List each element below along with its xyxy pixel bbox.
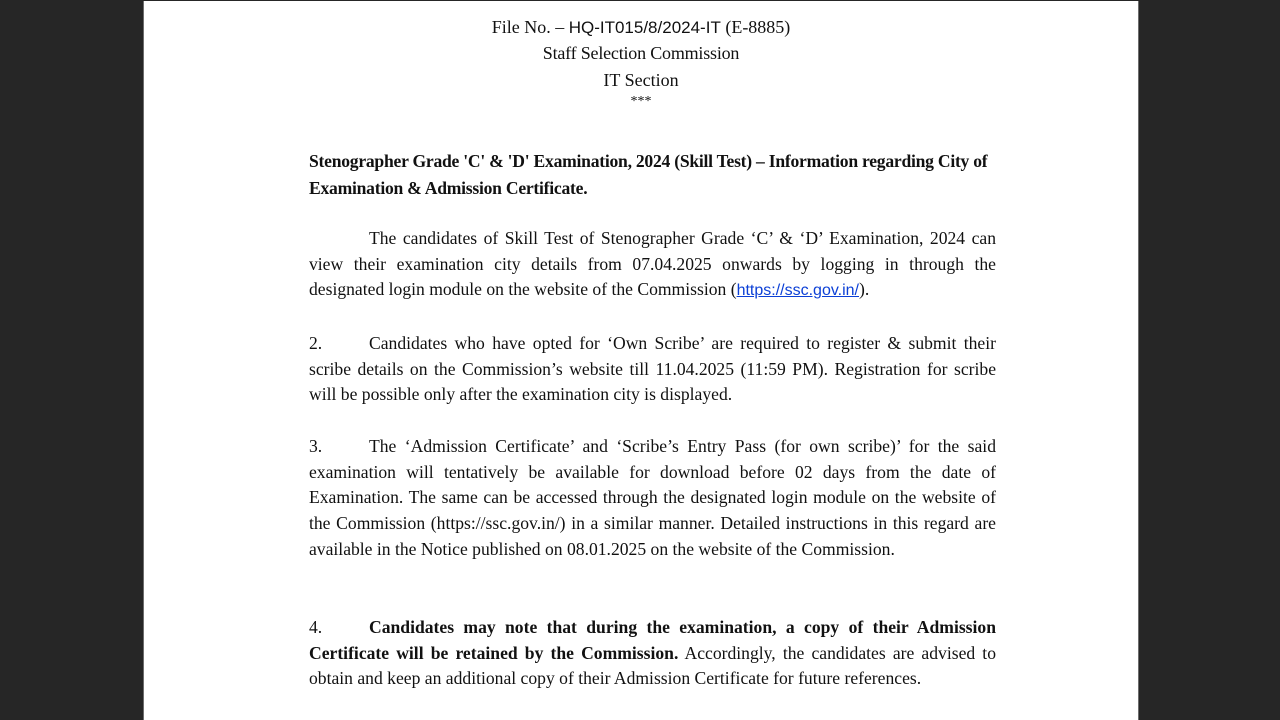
file-number-prefix: File No. – [491,17,569,37]
paragraph-2-number: 2. [309,333,323,353]
paragraph-1-text: The candidates of Skill Test of Stenographer Grade ‘C’ & ‘D’ Examination, 2024 can view their examination city details from 07.04.2025 onwards by logging in through the designated login module on the website of the Commission ( [309,228,996,300]
paragraph-4 [309,615,996,692]
paragraph-3-number: 3. [309,436,323,456]
paragraph-4-text: Accordingly, the candidates are advised to obtain and keep an additional copy of their Admission Certificate for future references. [309,642,996,689]
paragraph-2 [309,331,996,408]
document-page [144,1,1138,720]
separator: *** [630,94,652,109]
section-name: IT Section [603,70,679,90]
organization-name: Staff Selection Commission [542,43,740,63]
file-number-code: HQ-IT015/8/2024-IT [568,18,721,37]
file-number-suffix: (E-8885) [720,17,791,37]
paragraph-1 [309,226,996,304]
ssc-website-link[interactable]: https://ssc.gov.in/ [736,282,859,300]
paragraph-3-text: The ‘Admission Certificate’ and ‘Scribe’s Entry Pass (for own scribe)’ for the said examination will tentatively be available for download before 02 days from the date of Examination. The same can be accessed through the designated login module on the website of the Commission (https://ssc.gov.in/) in a similar manner. Detailed instructions in this regard are available in the Notice published on 08.01.2025 on the website of the Commission. [309,436,996,559]
paragraph-1-end: ). [859,279,870,300]
paragraph-4-number: 4. [309,617,323,637]
notice-title: Stenographer Grade 'C' & 'D' Examination, 2024 (Skill Test) – Information regarding City of Examination & Admission Certificate. [309,151,988,198]
paragraph-4-bold-text: Candidates may note that during the examination, a copy of their Admission Certificate will be retained by the Commission. [309,617,996,663]
paragraph-2-text: Candidates who have opted for ‘Own Scribe’ are required to register & submit their scribe details on the Commission’s website till 11.04.2025 (11:59 PM). Registration for scribe will be possible only after the examination city is displayed. [309,333,996,405]
paragraph-3 [309,434,996,563]
file-number [144,17,1138,38]
